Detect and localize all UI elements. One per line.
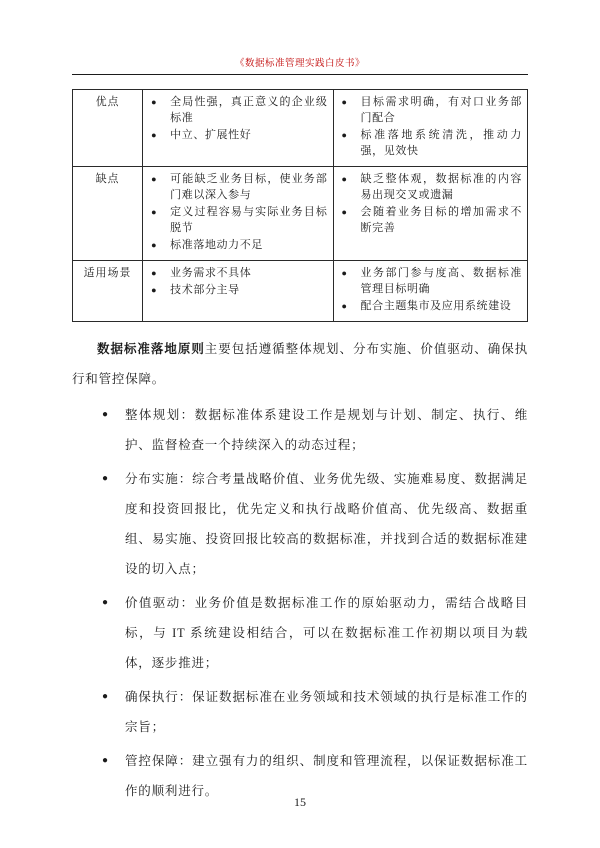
table-bullet-item: [339, 94, 522, 126]
table-bullet-text: 业务部门参与度高、数据标准管理目标明确: [360, 267, 522, 295]
list-item-overall-planning: [102, 400, 528, 460]
row-label: 缺点: [73, 167, 143, 261]
table-row-advantages: [73, 90, 528, 167]
table-bullet-text: 中立、扩展性好: [170, 129, 252, 141]
table-row-disadvantages: [73, 167, 528, 261]
table-cell: [143, 261, 333, 322]
table-bullet-item: [148, 282, 327, 298]
bullet-icon: ●: [341, 207, 347, 217]
content-area: [72, 0, 528, 810]
table-bullet-text: 定义过程容易与实际业务目标脱节: [170, 206, 328, 234]
bullet-icon: ●: [151, 174, 157, 184]
bullet-icon: ●: [151, 207, 157, 217]
table-bullet-item: [339, 204, 522, 236]
list-item-text: 整体规划：数据标准体系建设工作是规划与计划、制定、执行、维护、监督检查一个持续深入的动态过程；: [125, 408, 528, 452]
lead-paragraph-bold: 数据标准落地原则: [97, 342, 205, 356]
bullet-icon: ●: [102, 755, 109, 766]
bullet-icon: ●: [341, 97, 347, 107]
bullet-icon: ●: [151, 97, 157, 107]
table-bullet-text: 标准落地动力不足: [170, 239, 263, 251]
table-bullet-text: 目标需求明确，有对口业务部门配合: [360, 96, 522, 124]
table-bullet-text: 可能缺乏业务目标，使业务部门难以深入参与: [170, 173, 328, 201]
list-item-distributed-implementation: [102, 464, 528, 584]
bullet-icon: ●: [151, 130, 157, 140]
table-row-scenarios: [73, 261, 528, 322]
table-bullet-text: 技术部分主导: [170, 284, 240, 296]
bullet-icon: ●: [341, 301, 347, 311]
bullet-icon: ●: [341, 130, 347, 140]
row-label: 适用场景: [73, 261, 143, 322]
table-bullet-text: 标准落地系统清洗，推动力强，见效快: [360, 129, 522, 157]
lead-paragraph-rest: 主要包括遵循整体规划、分布实施、价值驱动、确保执行和管控保障。: [72, 342, 528, 386]
table-cell: [333, 261, 527, 322]
table-bullet-item: [339, 265, 522, 297]
list-item-text: 分布实施：综合考量战略价值、业务优先级、实施难易度、数据满足度和投资回报比，优先定义和执行战略价值高、优先级高、数据重组、易实施、投资回报比较高的数据标准，并找到合适的数据标准建设的切入点；: [125, 472, 528, 576]
header-rule: [72, 74, 528, 75]
table-bullet-item: [339, 127, 522, 159]
table-bullet-item: [148, 127, 327, 143]
header-title: 《数据标准管理实践白皮书》: [234, 59, 365, 69]
table-bullet-text: 全局性强，真正意义的企业级标准: [170, 96, 328, 124]
bullet-icon: ●: [341, 174, 347, 184]
table-cell: [143, 90, 333, 167]
table-bullet-text: 缺乏整体观，数据标准的内容易出现交叉或遗漏: [360, 173, 522, 201]
bullet-icon: ●: [151, 268, 157, 278]
page-number: 15: [294, 795, 306, 809]
table-bullet-item: [339, 171, 522, 203]
table-bullet-text: 配合主题集市及应用系统建设: [360, 300, 512, 312]
bullet-icon: ●: [151, 240, 157, 250]
bullet-icon: ●: [102, 691, 109, 702]
principles-bullet-list: [102, 400, 528, 806]
list-item-ensure-execution: [102, 682, 528, 742]
table-bullet-item: [148, 204, 327, 236]
bullet-icon: ●: [102, 409, 109, 420]
list-item-text: 管控保障：建立强有力的组织、制度和管理流程，以保证数据标准工作的顺利进行。: [125, 754, 528, 798]
row-label: 优点: [73, 90, 143, 167]
bullet-icon: ●: [151, 285, 157, 295]
table-bullet-text: 会随着业务目标的增加需求不断完善: [360, 206, 522, 234]
list-item-value-driven: [102, 588, 528, 678]
bullet-icon: ●: [341, 268, 347, 278]
table-cell: [333, 90, 527, 167]
table-cell: [333, 167, 527, 261]
table-bullet-item: [148, 237, 327, 253]
lead-paragraph: [72, 334, 528, 394]
table-bullet-item: [148, 94, 327, 126]
list-item-text: 确保执行：保证数据标准在业务领域和技术领域的执行是标准工作的宗旨；: [125, 690, 528, 734]
list-item-text: 价值驱动：业务价值是数据标准工作的原始驱动力，需结合战略目标，与 IT 系统建设相结合，可以在数据标准工作初期以项目为载体，逐步推进；: [125, 596, 528, 670]
table-bullet-item: [339, 298, 522, 314]
bullet-icon: ●: [102, 597, 109, 608]
table-bullet-text: 业务需求不具体: [170, 267, 252, 279]
bullet-icon: ●: [102, 473, 109, 484]
table-bullet-item: [148, 171, 327, 203]
comparison-table: [72, 89, 528, 322]
table-bullet-item: [148, 265, 327, 281]
table-cell: [143, 167, 333, 261]
